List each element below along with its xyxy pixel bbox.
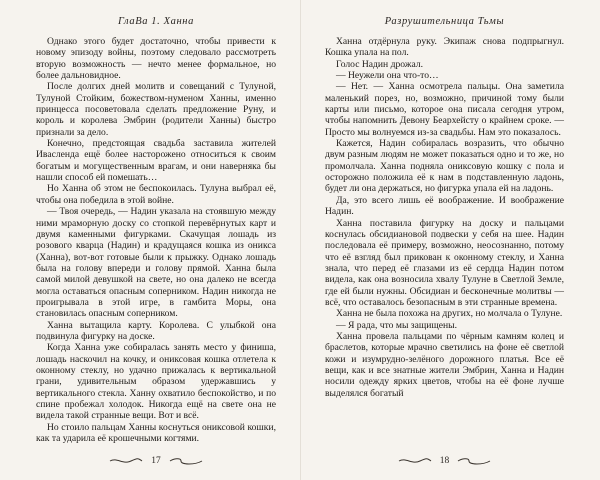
paragraph: Однако этого будет достаточно, чтобы привести к новому эпизоду войны, поэтому следовало рассмотреть вторую возможность — нечто менее формальное, но более дальновидное. <box>36 36 276 82</box>
ornament-right-icon <box>457 457 491 465</box>
paragraph: Ханна не была похожа на других, но молчала о Тулуне. <box>336 308 563 320</box>
paragraph: — Нет. — Ханна осмотрела пальцы. Она заметила маленький порез, но, возможно, причиной тому были карты или письмо, которое она писала сегодня утром, чтобы напомнить Девону Беархейсту о крайнем сроке. — Просто мы волнуемся из-за свадьбы. Нам это показалось. <box>325 81 564 138</box>
page-number: 18 <box>439 456 450 466</box>
paragraph: Конечно, предстоящая свадьба заставила жителей Ивасленда ещё более насторожено относиться к своим богатым и могущественным врагам, и они наверняка бы нашли способ ей помешать… <box>36 138 276 184</box>
paragraph: Ханна вытащила карту. Королева. С улыбкой она подвинула фигурку на доске. <box>36 319 276 342</box>
left-folio <box>36 456 276 466</box>
paragraph: Ханна провела пальцами по чёрным камням колец и браслетов, которые мрачно светились на фоне её светлой кожи и изумрудно-зелёного дорожного платья. Все её вещи, как и все знатные жители Эмбрин, Ханна и Надин носили одежду ярких цветов, чтобы на её фоне лучше выделялся богатый <box>325 330 564 399</box>
paragraph: После долгих дней молитв и совещаний с Тулуной, Тулуной Стойким, божеством-нуменом Ханны, именно принцесса посоветовала сделать предложение Руну, и король и королева Эмбрин (родители Ханны) быстро признали за дело. <box>36 81 276 138</box>
left-body-text <box>36 36 276 444</box>
paragraph: — Твоя очередь, — Надин указала на стоявшую между ними мраморную доску со стопкой перевёрнутых карт и двумя каменными фигурками. Скачущая лошадь из розового кварца (Надин) и крадущаяся кошка из оникса (Ханна), вот-вот готовые были к прыжку. Однако лошадь была на голову впереди и голову прямой. Ханна была самой милой девушкой на свете, но она далеко не всегда могла оставаться опасным соперником. Надин никогда не проигрывала в этой игре, в гамбита Моры, она становилась опасным соперником. <box>36 206 276 320</box>
right-folio <box>325 456 564 466</box>
paragraph: Голос Надин дрожал. <box>336 58 423 70</box>
right-body-text <box>325 36 564 399</box>
paragraph: Ханна поставила фигурку на доску и пальцами коснулась обсидиановой подвески у себя на шее. Надин последовала её примеру, возможно, неосознанно, потому что её взгляд был прикован к оконному стеклу, и Ханна знала, что перед её глазами из её сердца Надин потом видела, как она возносила хвалу Тулуне в Светлой Земле, где ей были нужны. Обсидиан и бесконечные молитвы — всё, что оставалось безопасным в эти странные времена. <box>325 217 564 308</box>
paragraph: — Я рада, что мы защищены. <box>336 319 457 331</box>
right-page <box>300 0 600 480</box>
left-running-head: ГлаВа 1. Ханна <box>118 16 194 27</box>
ornament-left-icon <box>398 457 432 465</box>
paragraph: Ханна отдёрнула руку. Экипаж снова подпрыгнул. Кошка упала на пол. <box>325 36 564 59</box>
paragraph: Но Ханна об этом не беспокоилась. Тулуна выбрал её, чтобы она победила в этой войне. <box>36 183 276 206</box>
paragraph: Но стоило пальцам Ханны коснуться ониксовой кошки, как та ударила её крошечными когтями. <box>36 421 276 445</box>
paragraph: Кажется, Надин собиралась возразить, что обычно двум разным людям не может показаться одно и то же, но промолчала. Ханна подняла ониксовую кошку с пола и осторожно положила её к нам в подставленную ладонь, будет ли она держаться, но фигурка упала ей на ладонь. <box>325 138 564 195</box>
right-running-head: Разрушительница Тьмы <box>384 16 505 27</box>
paragraph: Когда Ханна уже собиралась занять место у финиша, лошадь наскочил на кочку, и ониксовая кошка отлетела к оконному стеклу, но удачно прижалась к вертикальной грани, удивительным образом удержавшись у вертикального стекла. Ханну охватило беспокойство, и по спине пробежал холодок. Никогда ещё на свете она не видела такой странные вещи. Вот и всё. <box>36 342 276 422</box>
paragraph: — Неужели она что-то… <box>336 70 439 82</box>
page-number: 17 <box>151 456 161 466</box>
paragraph: Да, это всего лишь её воображение. И воображение Надин. <box>325 194 564 218</box>
ornament-left-icon <box>109 457 143 465</box>
ornament-right-icon <box>169 457 203 465</box>
